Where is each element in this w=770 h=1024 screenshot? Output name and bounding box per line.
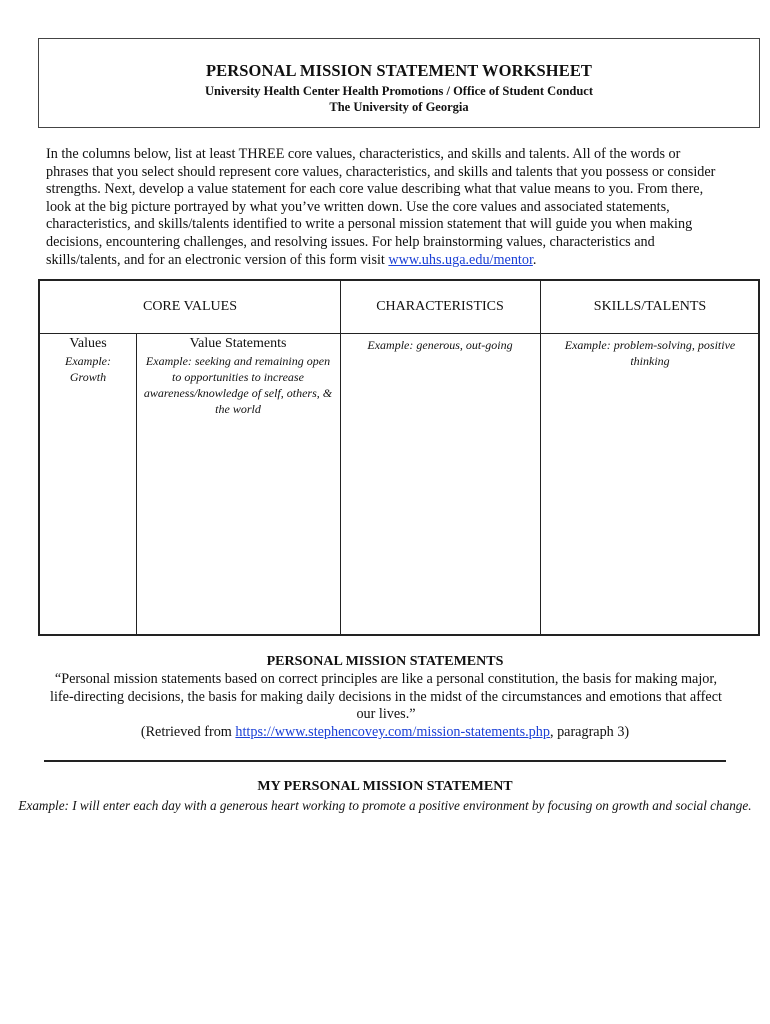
source-prefix: (Retrieved from bbox=[140, 724, 236, 740]
skills-talents-example: Example: problem-solving, positive thinking bbox=[564, 338, 736, 368]
intro-end: . bbox=[532, 251, 537, 268]
column-divider-2 bbox=[540, 281, 541, 634]
value-statements-example: Example: seeking and remaining open to opportunities to increase awareness/knowledge of self, others, & the world bbox=[143, 354, 333, 416]
characteristics-header: CHARACTERISTICS bbox=[376, 299, 504, 314]
my-mission-title: MY PERSONAL MISSION STATEMENT bbox=[257, 779, 513, 794]
intro-paragraph bbox=[46, 146, 726, 269]
core-values-subdivider bbox=[136, 333, 137, 634]
section-divider bbox=[44, 760, 726, 762]
page-title: PERSONAL MISSION STATEMENT WORKSHEET bbox=[205, 61, 593, 80]
source-suffix: , paragraph 3) bbox=[549, 724, 630, 740]
value-statements-subheader: Value Statements bbox=[189, 336, 287, 351]
header-institution: The University of Georgia bbox=[329, 100, 469, 114]
quote-source bbox=[0, 724, 770, 741]
covey-quote: “Personal mission statements based on correct principles are like a personal constitution, the basis for making major, life-directing decisions, the basis for making daily decisions in the midst of the circumstances and emotions that affect our lives.” bbox=[50, 671, 722, 723]
table-header-divider bbox=[40, 333, 758, 334]
my-mission-example: Example: I will enter each day with a generous heart working to promote a positive environment by focusing on growth and social change. bbox=[18, 798, 752, 813]
mission-statements-title: PERSONAL MISSION STATEMENTS bbox=[266, 654, 504, 669]
skills-talents-header: SKILLS/TALENTS bbox=[593, 299, 707, 314]
core-values-header: CORE VALUES bbox=[142, 299, 237, 314]
header-subtitle: University Health Center Health Promotions / Office of Student Conduct bbox=[204, 84, 594, 98]
covey-link[interactable]: https://www.stephencovey.com/mission-statements.php bbox=[235, 724, 550, 740]
worksheet-table bbox=[38, 279, 760, 636]
worksheet-header bbox=[38, 38, 760, 128]
mentor-link[interactable]: www.uhs.uga.edu/mentor bbox=[388, 251, 533, 268]
values-subheader: Values bbox=[69, 336, 107, 351]
characteristics-example: Example: generous, out-going bbox=[367, 338, 513, 352]
intro-text: In the columns below, list at least THREE core values, characteristics, and skills and talents. All of the words or phrases that you select should represent core values, characteristics, and skills and talents that you possess or consider strengths. Next, develop a value statement for each core value describing what that value means to you. From there, look at the big picture portrayed by what you’ve written down. Use the core values and associated statements, characteristics, and skills/talents identified to write a personal mission statement that will guide you when making decisions, encountering challenges, and resolving issues. For help brainstorming values, characteristics and skills/talents, and for an electronic version of this form visit bbox=[46, 146, 716, 268]
column-divider-1 bbox=[340, 281, 341, 634]
values-example: Example: Growth bbox=[65, 354, 111, 384]
